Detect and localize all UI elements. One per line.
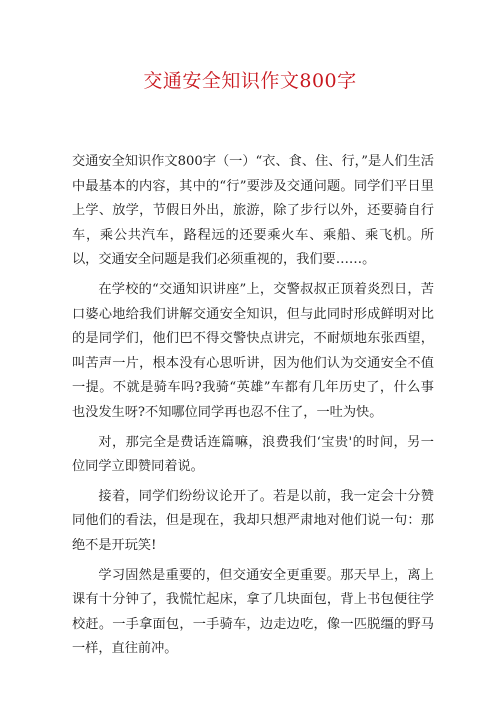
- paragraph-5: 学习固然是重要的，但交通安全更重要。那天早上，离上课有十分钟了，我慌忙起床，拿了几块面包，背上书包便往学校赶。一手拿面包，一手骑车，边走边吃，像一匹脱缰的野马一样，直往前冲。: [72, 567, 434, 657]
- paragraph-3: 对，那完全是费话连篇嘛，浪费我们‘宝贵'的时间，另一位同学立即赞同着说。: [72, 434, 434, 475]
- paragraph-4: 接着，同学们纷纷议论开了。若是以前，我一定会十分赞同他们的看法，但是现在，我却只想严肃地对他们说一句：那绝不是开玩笑!: [72, 488, 434, 553]
- document-title: 交通安全知识作文800字: [143, 70, 357, 92]
- paragraph-1: 交通安全知识作文800字（一）“衣、食、住、行，”是人们生活中最基本的内容，其中的“行”要涉及交通问题。同学们平日里上学、放学，节假日外出，旅游，除了步行以外，还要骑自行车，乘公共汽车，路程远的还要乘火车、乘船、乘飞机。所以，交通安全问题是我们必须重视的，我们要……。: [72, 154, 434, 268]
- paragraph-2: 在学校的“交通知识讲座”上，交警叔叔正顶着炎烈日，苦口婆心地给我们讲解交通安全知识，但与此同时形成鲜明对比的是同学们，他们巴不得交警快点讲完，不耐烦地东张西望，叫苦声一片，根本没有心思听讲，因为他们认为交通安全不值一提。不就是骑车吗?我骑“英雄”车都有几年历史了，什么事也没发生呀?不知哪位同学再也忍不住了，一吐为快。: [72, 281, 434, 420]
- document-body: [72, 150, 434, 667]
